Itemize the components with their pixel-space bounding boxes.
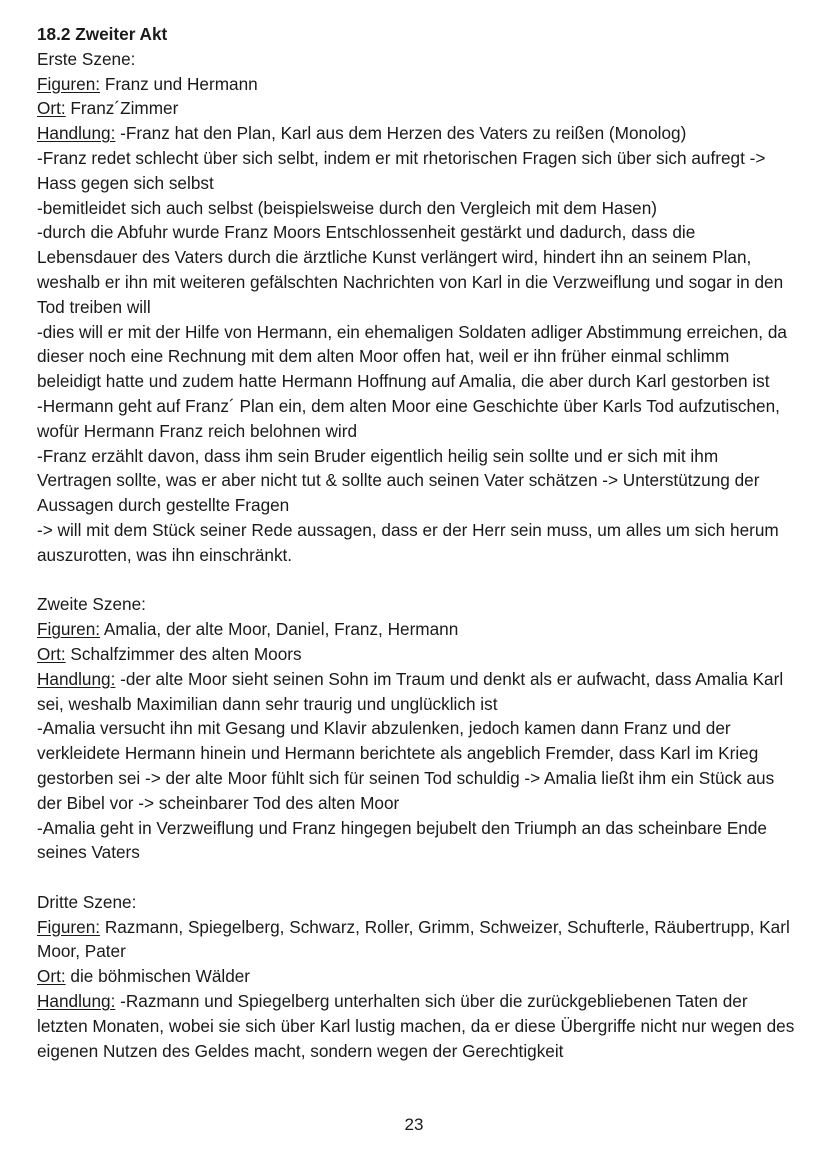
handlung-value: -der alte Moor sieht seinen Sohn im Traum und denkt als er aufwacht, dass Amalia Karl sei, weshalb Maximilian dann sehr traurig und unglücklich ist [37,668,784,714]
handlung-label: Handlung: [37,668,116,689]
page-content [37,22,797,1063]
figuren-line [37,617,797,642]
section-title: 18.2 Zweiter Akt [37,24,168,44]
figuren-value: Razmann, Spiegelberg, Schwarz, Roller, Grimm, Schweizer, Schufterle, Räubertrupp, Karl Moor, Pater [37,916,790,962]
handlung-line [37,989,797,1063]
ort-value: die böhmischen Wälder [65,966,251,987]
ort-line [37,964,797,989]
paragraph: -durch die Abfuhr wurde Franz Moors Entschlossenheit gestärkt und dadurch, dass die Lebensdauer des Vaters durch die ärztliche Kunst verlängert wird, hindert ihn an seinem Plan, weshalb er ihn mit weiteren gefälschten Nachrichten von Karl in die Verzweiflung und sogar in den Tod treiben will [37,222,784,317]
ort-label: Ort: [37,98,66,119]
handlung-label: Handlung: [37,991,116,1012]
ort-label: Ort: [37,966,66,987]
figuren-label: Figuren: [37,916,101,937]
handlung-line [37,667,797,717]
scene-title: Erste Szene: [37,48,136,69]
figuren-line [37,72,797,97]
figuren-value: Amalia, der alte Moor, Daniel, Franz, Hermann [100,619,459,640]
figuren-label: Figuren: [37,73,101,94]
paragraph: -Hermann geht auf Franz´ Plan ein, dem alten Moor eine Geschichte über Karls Tod aufzutischen, wofür Hermann Franz reich belohnen wird [37,395,780,441]
paragraph: -dies will er mit der Hilfe von Hermann, ein ehemaligen Soldaten adliger Abstimmung erreichen, da dieser noch eine Rechnung mit dem alten Moor offen hat, weil er ihn früher einmal schlimm beleidigt hatte und zudem hatte Hermann Hoffnung auf Amalia, die aber durch Karl gestorben ist [37,321,787,392]
handlung-line [37,121,797,146]
ort-label: Ort: [37,643,66,664]
page-number: 23 [404,1115,424,1134]
paragraph: -Franz redet schlecht über sich selbt, indem er mit rhetorischen Fragen sich über sich aufregt -> Hass gegen sich selbst [37,147,766,193]
scene-2 [37,592,797,865]
scene-3 [37,890,797,1064]
blank-line [37,568,797,593]
blank-line [37,865,797,890]
handlung-label: Handlung: [37,123,116,144]
paragraph: -Franz erzählt davon, dass ihm sein Bruder eigentlich heilig sein sollte und er sich mit ihm Vertragen sollte, was er aber nicht tut & sollte auch seinen Vater schätzen -> Unterstützung der Aussagen durch gestellte Fragen [37,445,760,516]
handlung-value: -Franz hat den Plan, Karl aus dem Herzen des Vaters zu reißen (Monolog) [115,123,687,144]
scene-1 [37,47,797,568]
ort-line [37,642,797,667]
ort-value: Franz´Zimmer [65,98,179,119]
scene-title: Dritte Szene: [37,891,137,912]
paragraph: -bemitleidet sich auch selbst (beispielsweise durch den Vergleich mit dem Hasen) [37,197,657,218]
paragraph: -Amalia versucht ihn mit Gesang und Klavir abzulenken, jedoch kamen dann Franz und der verkleidete Hermann hinein und Hermann berichtete als angeblich Fremder, dass Karl im Krieg gestorben sei -> der alte Moor fühlt sich für seinen Tod schuldig -> Amalia ließt ihm ein Stück aus der Bibel vor -> scheinbarer Tod des alten Moor [37,718,775,813]
paragraph: -Amalia geht in Verzweiflung und Franz hingegen bejubelt den Triumph an das scheinbare Ende seines Vaters [37,817,767,863]
figuren-value: Franz und Hermann [100,73,258,94]
figuren-line [37,915,797,965]
ort-line [37,96,797,121]
paragraph: -> will mit dem Stück seiner Rede aussagen, dass er der Herr sein muss, um alles um sich herum auszurotten, was ihn einschränkt. [37,519,779,565]
handlung-value: -Razmann und Spiegelberg unterhalten sich über die zurückgebliebenen Taten der letzten Monaten, wobei sie sich über Karl lustig machen, da er diese Übergriffe nicht nur wegen des eigenen Nutzen des Geldes macht, sondern wegen der Gerechtigkeit [37,991,795,1061]
scene-title: Zweite Szene: [37,594,146,615]
figuren-label: Figuren: [37,619,101,640]
ort-value: Schalfzimmer des alten Moors [65,643,302,664]
